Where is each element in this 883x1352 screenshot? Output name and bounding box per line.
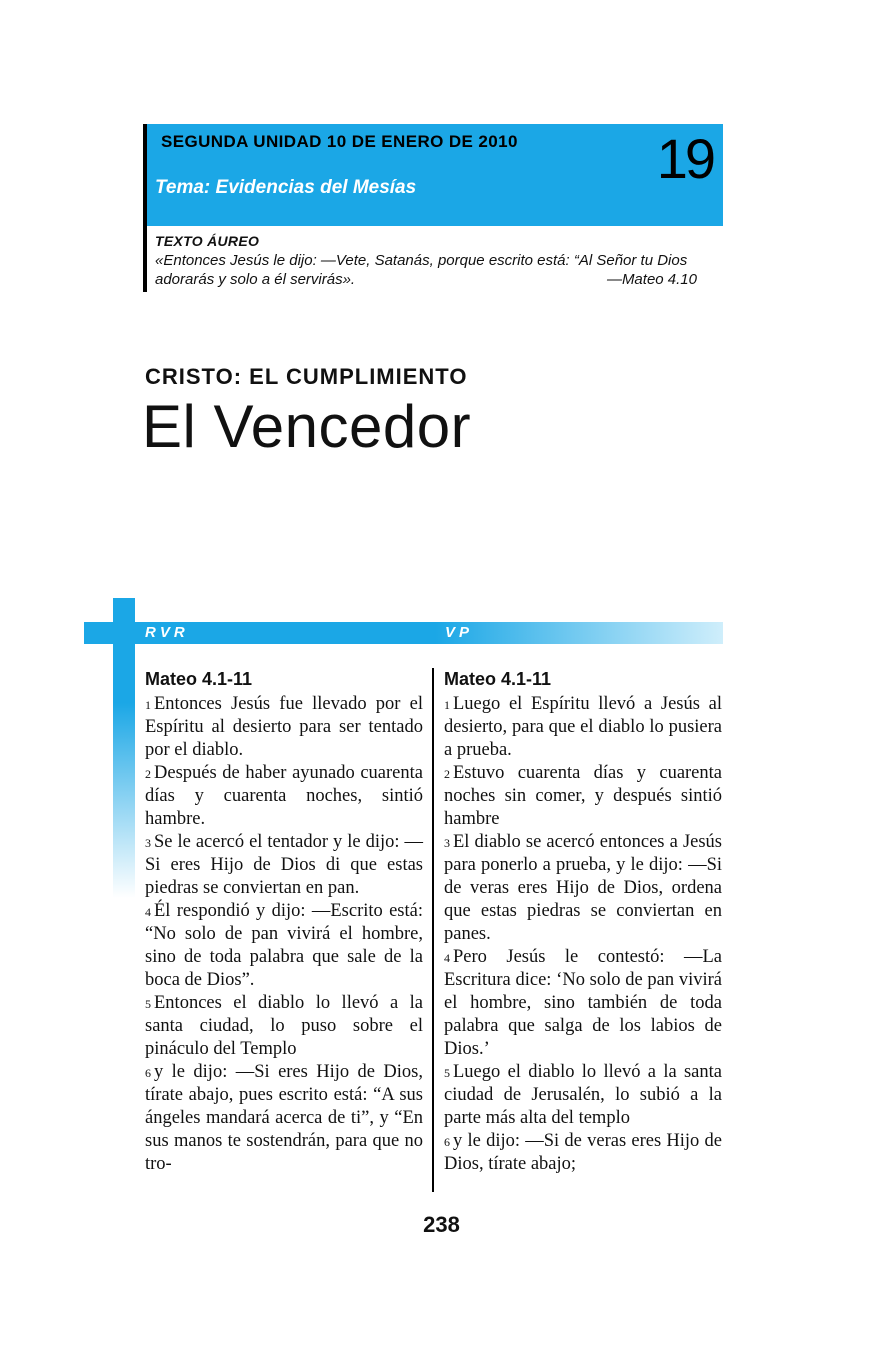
- cross-decoration-vertical: [113, 598, 135, 898]
- golden-text-quote: «Entonces Jesús le dijo: —Vete, Satanás, porque escrito está: “Al Señor tu Dios adorarás y solo a él servirás».: [155, 252, 688, 288]
- verse-number: 5: [444, 1066, 450, 1080]
- left-passage-reference: Mateo 4.1-11: [145, 669, 253, 689]
- golden-text-box: [143, 226, 723, 292]
- verse: [145, 693, 423, 762]
- verse-text: Él respondió y dijo: —Escrito está: “No solo de pan vivirá el hombre, sino de toda palabra que sale de la boca de Dios”.: [145, 901, 423, 990]
- verse-number: 4: [444, 951, 450, 965]
- verse: [145, 1061, 423, 1176]
- right-bible-column: [444, 668, 722, 1176]
- lesson-theme: Tema: Evidencias del Mesías: [155, 177, 417, 198]
- verse-text: y le dijo: —Si de veras eres Hijo de Dios, tírate abajo;: [444, 1131, 722, 1174]
- verse: [444, 1061, 722, 1130]
- verse-number: 3: [444, 836, 450, 850]
- right-passage-reference: Mateo 4.1-11: [444, 669, 552, 689]
- verse-text: Estuvo cuarenta días y cuarenta noches sin comer, y después sintió hambre: [444, 763, 722, 829]
- verse: [145, 992, 423, 1061]
- verse-number: 2: [444, 767, 450, 781]
- left-bible-column: [145, 668, 423, 1176]
- verse-text: Pero Jesús le contestó: —La Escritura dice: ‘No solo de pan vivirá el hombre, sino también de toda palabra que salga de los labios de Dios.’: [444, 947, 722, 1059]
- verse: [444, 693, 722, 762]
- column-divider: [432, 668, 434, 1192]
- verse-text: Se le acercó el tentador y le dijo: —Si eres Hijo de Dios di que estas piedras se conviertan en pan.: [145, 832, 423, 898]
- lesson-title: El Vencedor: [142, 393, 472, 460]
- version-label-right: VP: [445, 624, 474, 641]
- verse-text: Entonces Jesús fue llevado por el Espíritu al desierto para ser tentado por el diablo.: [145, 694, 423, 760]
- golden-text-body: [155, 251, 703, 289]
- verse-text: Luego el Espíritu llevó a Jesús al desierto, para que el diablo lo pusiera a prueba.: [444, 694, 722, 760]
- verse: [444, 946, 722, 1061]
- lesson-subtitle: CRISTO: EL CUMPLIMIENTO: [145, 364, 468, 389]
- verse: [145, 900, 423, 992]
- unit-date: SEGUNDA UNIDAD 10 DE ENERO DE 2010: [161, 132, 518, 151]
- verse: [145, 831, 423, 900]
- verse-number: 5: [145, 997, 151, 1011]
- lesson-header: [143, 124, 723, 226]
- verse-number: 2: [145, 767, 151, 781]
- golden-text-reference: —Mateo 4.10: [606, 271, 697, 288]
- verse-number: 6: [145, 1066, 151, 1080]
- verse: [444, 762, 722, 831]
- verse-number: 6: [444, 1135, 450, 1149]
- verse-text: Después de haber ayunado cuarenta días y cuarenta noches, sintió hambre.: [145, 763, 423, 829]
- verse-number: 4: [145, 905, 151, 919]
- verse-text: y le dijo: —Si eres Hijo de Dios, tírate abajo, pues escrito está: “A sus ángeles mandará acerca de ti”, y “En sus manos te sostendrán, para que no tro-: [145, 1062, 423, 1174]
- page-number: 238: [423, 1212, 460, 1237]
- verse-number: 3: [145, 836, 151, 850]
- verse: [444, 831, 722, 946]
- verse-number: 1: [145, 698, 151, 712]
- verse-text: El diablo se acercó entonces a Jesús para ponerlo a prueba, y le dijo: —Si de veras eres Hijo de Dios, ordena que estas piedras se conviertan en panes.: [444, 832, 722, 944]
- lesson-number: 19: [656, 127, 713, 190]
- version-label-left: RVR: [145, 624, 189, 641]
- verse-text: Entonces el diablo lo llevó a la santa ciudad, lo puso sobre el pináculo del Templo: [145, 993, 423, 1059]
- verse: [145, 762, 423, 831]
- verse-text: Luego el diablo lo llevó a la santa ciudad de Jerusalén, lo subió a la parte más alta del templo: [444, 1062, 722, 1128]
- verse: [444, 1130, 722, 1176]
- golden-text-label: TEXTO ÁUREO: [155, 233, 260, 249]
- verse-number: 1: [444, 698, 450, 712]
